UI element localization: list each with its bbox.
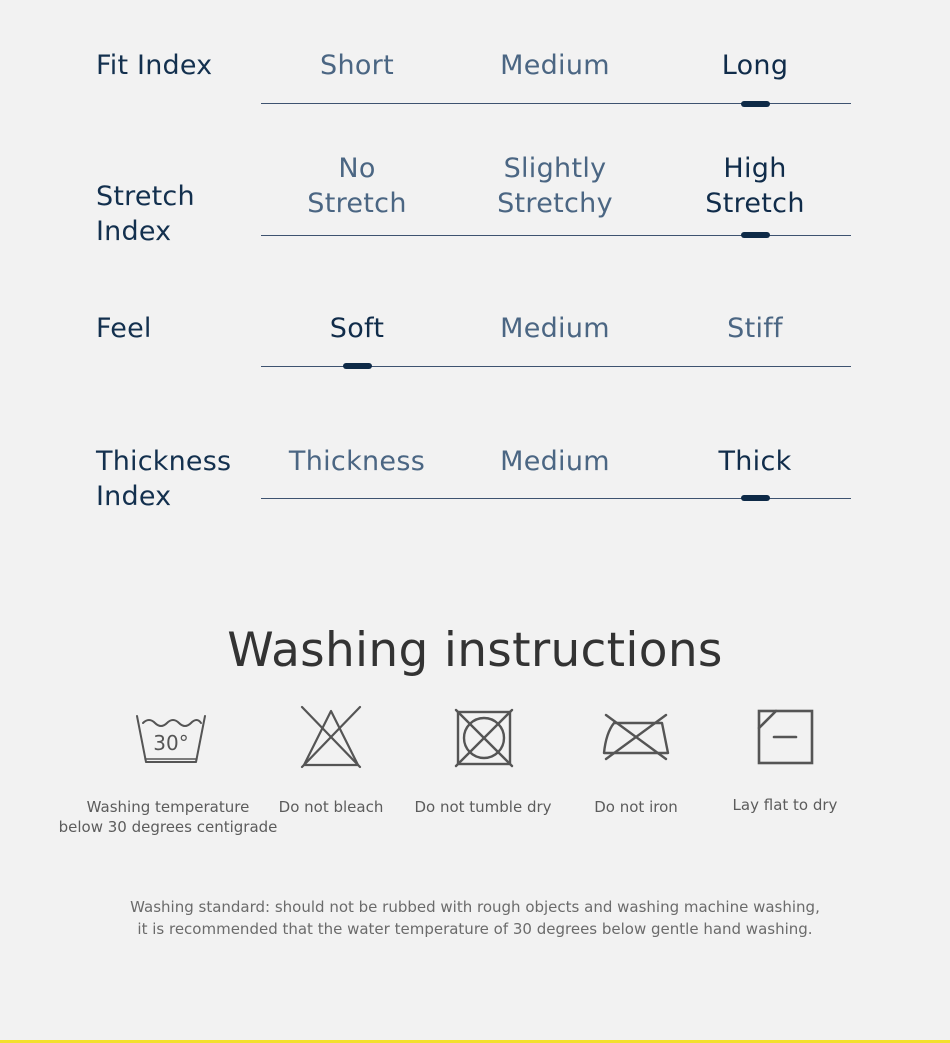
fit-option-medium: Medium (500, 50, 610, 81)
feel-label: Feel (96, 313, 152, 344)
washing-instructions-title: Washing instructions (227, 623, 723, 678)
care-label-do-not-bleach: Do not bleach (278, 798, 384, 816)
care-label-wash-temperature: Washing temperature below 30 degrees centigrade (58, 798, 278, 836)
fit-option-short: Short (320, 50, 394, 81)
thickness-option-medium: Medium (500, 446, 610, 477)
wash-30-degrees-icon (135, 712, 207, 768)
do-not-bleach-icon (300, 705, 362, 769)
care-label-do-not-tumble-dry: Do not tumble dry (414, 798, 552, 816)
care-label-do-not-iron: Do not iron (594, 798, 678, 816)
stretch-option-no-stretch: No Stretch (307, 153, 407, 219)
thickness-selected-marker (741, 495, 770, 501)
feel-option-medium: Medium (500, 313, 610, 344)
feel-option-stiff: Stiff (727, 313, 783, 344)
do-not-iron-icon (600, 713, 672, 761)
fit-selected-marker (741, 101, 770, 107)
fit-option-long: Long (721, 50, 789, 81)
stretch-option-high-stretch: High Stretch (705, 153, 805, 219)
fit-index-label: Fit Index (96, 50, 213, 81)
do-not-tumble-dry-icon (454, 708, 514, 768)
stretch-option-slightly-stretchy: Slightly Stretchy (497, 153, 613, 219)
washing-standard-note: Washing standard: should not be rubbed with rough objects and washing machine washing, it is recommended that the water temperature of 30 degrees below gentle hand washing. (130, 898, 820, 938)
care-label-lay-flat-to-dry: Lay flat to dry (732, 796, 838, 814)
thickness-option-thickness: Thickness (288, 446, 426, 477)
feel-selected-marker (343, 363, 372, 369)
thickness-index-label: Thickness Index (96, 446, 232, 512)
wash-temperature-text: 30° (153, 731, 189, 755)
lay-flat-to-dry-icon (756, 708, 816, 766)
feel-option-soft: Soft (329, 313, 385, 344)
stretch-index-label: Stretch Index (96, 181, 195, 247)
thickness-option-thick: Thick (718, 446, 792, 477)
stretch-selected-marker (741, 232, 770, 238)
